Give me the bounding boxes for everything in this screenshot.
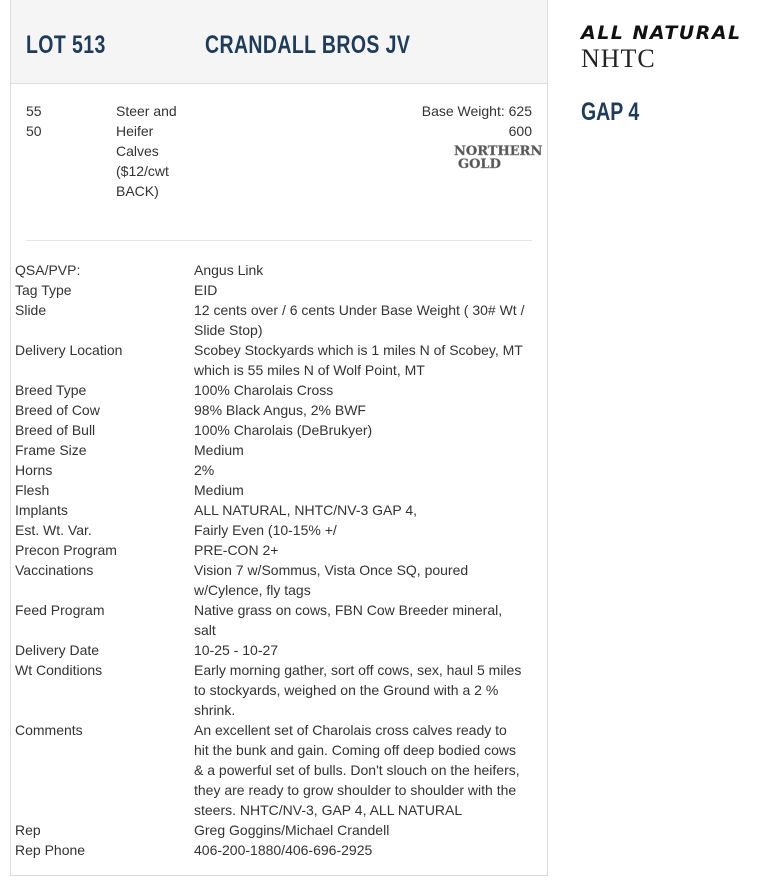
gap-tag: GAP 4 — [581, 98, 640, 126]
detail-label: Wt Conditions — [15, 662, 103, 678]
detail-label: Vaccinations — [15, 562, 94, 578]
detail-value: 2% — [194, 462, 215, 478]
detail-label: Frame Size — [15, 442, 87, 458]
detail-value: Vision 7 w/Sommus, Vista Once SQ, poured w/Cylence, fly tags — [194, 562, 469, 598]
detail-value: EID — [194, 282, 218, 298]
detail-label: Delivery Date — [15, 642, 100, 658]
detail-label: Breed of Cow — [15, 402, 100, 418]
detail-value: 406-200-1880/406-696-2925 — [194, 842, 373, 858]
detail-label: Rep — [15, 822, 41, 838]
detail-label: Breed Type — [15, 382, 87, 398]
detail-label: Slide — [15, 302, 47, 318]
detail-label: QSA/PVP: — [15, 262, 81, 278]
detail-value: Early morning gather, sort off cows, sex, haul 5 miles to stockyards, weighed on the Ground with a 2 % shrink. — [194, 662, 522, 718]
detail-label: Precon Program — [15, 542, 117, 558]
detail-row — [15, 340, 525, 380]
detail-row — [15, 420, 525, 440]
detail-label: Rep Phone — [15, 842, 86, 858]
detail-value: Medium — [194, 482, 244, 498]
detail-row — [15, 600, 525, 640]
detail-row — [15, 560, 525, 600]
summary-divider — [26, 240, 532, 241]
detail-label: Flesh — [15, 482, 50, 498]
detail-label: Comments — [15, 722, 83, 738]
detail-value: 100% Charolais Cross — [194, 382, 334, 398]
nhtc-tag: NHTC — [581, 44, 656, 73]
lot-summary — [11, 84, 547, 240]
detail-value: 10-25 - 10-27 — [194, 642, 279, 658]
second-base-weight: 600 — [508, 123, 532, 139]
base-weights — [422, 101, 532, 141]
base-weight: Base Weight: 625 — [421, 103, 532, 119]
detail-row — [15, 520, 525, 540]
detail-label: Feed Program — [15, 602, 105, 618]
detail-value: Native grass on cows, FBN Cow Breeder mineral, salt — [194, 602, 503, 638]
detail-label: Est. Wt. Var. — [15, 522, 92, 538]
lot-tags — [581, 22, 742, 127]
detail-row — [15, 300, 525, 340]
detail-value: 100% Charolais (DeBrukyer) — [194, 422, 373, 438]
logo-text-bottom: GOLD — [458, 157, 501, 172]
detail-row — [15, 380, 525, 400]
detail-value: Fairly Even (10-15% +/ — [194, 522, 337, 538]
detail-row — [15, 280, 525, 300]
detail-row — [15, 440, 525, 460]
detail-label: Tag Type — [15, 282, 72, 298]
head-count-steers: 55 — [26, 103, 42, 119]
detail-row — [15, 720, 525, 820]
lot-number: LOT 513 — [26, 31, 106, 59]
lot-details — [15, 260, 525, 860]
detail-row — [15, 480, 525, 500]
detail-row — [15, 820, 525, 840]
detail-label: Breed of Bull — [15, 422, 96, 438]
detail-value: 12 cents over / 6 cents Under Base Weight ( 30# Wt / Slide Stop) — [194, 302, 525, 338]
detail-label: Horns — [15, 462, 53, 478]
detail-value: Medium — [194, 442, 244, 458]
logo-text-top: NORTHERN — [454, 144, 543, 159]
detail-value: Scobey Stockyards which is 1 miles N of Scobey, MT which is 55 miles N of Wolf Point, MT — [194, 342, 523, 378]
detail-value: ALL NATURAL, NHTC/NV-3 GAP 4, — [194, 502, 418, 518]
lot-header — [11, 0, 547, 84]
detail-value: PRE-CON 2+ — [194, 542, 279, 558]
detail-value: An excellent set of Charolais cross calves ready to hit the bunk and gain. Coming off deep bodied cows & a powerful set of bulls. Don't slouch on the heifers, they are ready to grow shoulder to shoulder with the steers. NHTC/NV-3, GAP 4, ALL NATURAL — [194, 722, 520, 818]
detail-row — [15, 840, 525, 860]
cattle-description: Steer and Heifer Calves ($12/cwt BACK) — [116, 103, 177, 199]
detail-row — [15, 400, 525, 420]
head-count-heifers: 50 — [26, 123, 42, 139]
detail-row — [15, 500, 525, 520]
detail-row — [15, 460, 525, 480]
detail-row — [15, 540, 525, 560]
detail-value: Angus Link — [194, 262, 264, 278]
detail-label: Delivery Location — [15, 342, 123, 358]
seller-name: CRANDALL BROS JV — [205, 31, 411, 59]
detail-row — [15, 640, 525, 660]
detail-row — [15, 260, 525, 280]
head-counts — [26, 101, 42, 141]
detail-value: 98% Black Angus, 2% BWF — [194, 402, 366, 418]
northern-gold-logo — [452, 141, 543, 173]
detail-label: Implants — [15, 502, 68, 518]
all-natural-tag: ALL NATURAL — [581, 22, 742, 44]
detail-row — [15, 660, 525, 720]
detail-value: Greg Goggins/Michael Crandell — [194, 822, 390, 838]
